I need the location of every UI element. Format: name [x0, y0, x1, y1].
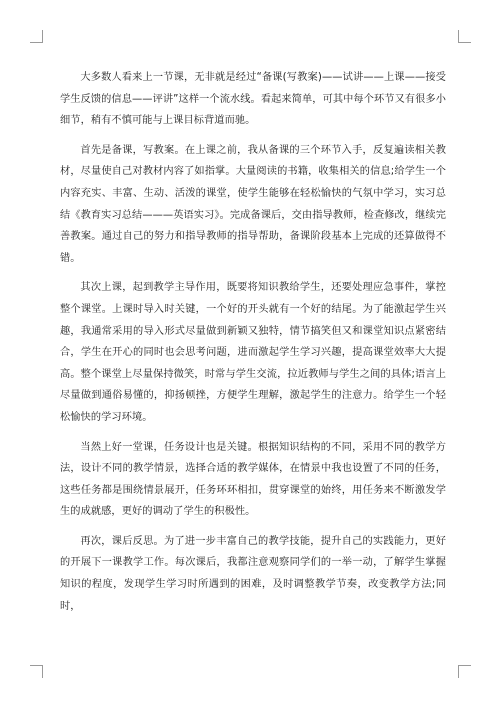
paragraph-reflection: 再次，课后反思。为了进一步丰富自己的教学技能，提升自己的实践能力，更好的开展下一课教学工作。每次课后，我都注意观察同学们的一举一动，了解学生掌握知识的程度，发现学生学习时所遇到的困难，及时调整教学节奏，改变教学方法;同时，	[60, 535, 446, 612]
paragraph-intro: 大多数人看来上一节课，无非就是经过“备课(写教案)——试讲——上课——接受学生反馈的信息——评讲”这样一个流水线。看起来简单，可其中每个环节又有很多小细节，稍有不慎可能与上课目标背道而驰。	[60, 72, 447, 127]
crop-mark-bottom-right	[458, 665, 471, 678]
crop-mark-bottom-left	[30, 665, 43, 678]
document-body	[60, 67, 446, 625]
paragraph-lesson-prep: 首先是备课，写教案。在上课之前，我从备课的三个环节入手，反复遍读相关教材，尽量使自己对教材内容了如指掌。大量阅读的书籍，收集相关的信息;给学生一个内容充实、丰富、生动、活泼的课堂，使学生能够在轻松愉快的气氛中学习，实习总结《教育实习总结———英语实习》。完成备课后，交由指导教师，检查修改，继续完善教案。通过自己的努力和指导教师的指导帮助，备课阶段基本上完成的还算做得不错。	[60, 144, 446, 264]
crop-mark-top-right	[458, 30, 471, 43]
crop-mark-top-left	[30, 30, 43, 43]
paragraph-teaching: 其次上课，起到教学主导作用，既要将知识教给学生，还要处理应急事件，掌控整个课堂。上课时导入时关键，一个好的开头就有一个好的结尾。为了能激起学生兴趣，我通常采用的导入形式尽量做到新颖又独特，情节搞笑但又和课堂知识点紧密结合，学生在开心的同时也会思考问题，进而激起学生学习兴趣，提高课堂效率大大提高。整个课堂上尽量保持微笑，时常与学生交流，拉近教师与学生之间的具体;语言上尽量做到通俗易懂的，抑扬顿挫，方便学生理解，激起学生的注意力。给学生一个轻松愉快的学习环境。	[60, 282, 446, 423]
paragraph-task-design: 当然上好一堂课，任务设计也是关键。根据知识结构的不同，采用不同的教学方法，设计不同的教学情景，选择合适的教学媒体，在情景中我也设置了不同的任务，这些任务都是围绕情景展开，任务环环相扣，贯穿课堂的始终，用任务来不断激发学生的成就感，更好的调动了学生的积极性。	[60, 441, 446, 518]
